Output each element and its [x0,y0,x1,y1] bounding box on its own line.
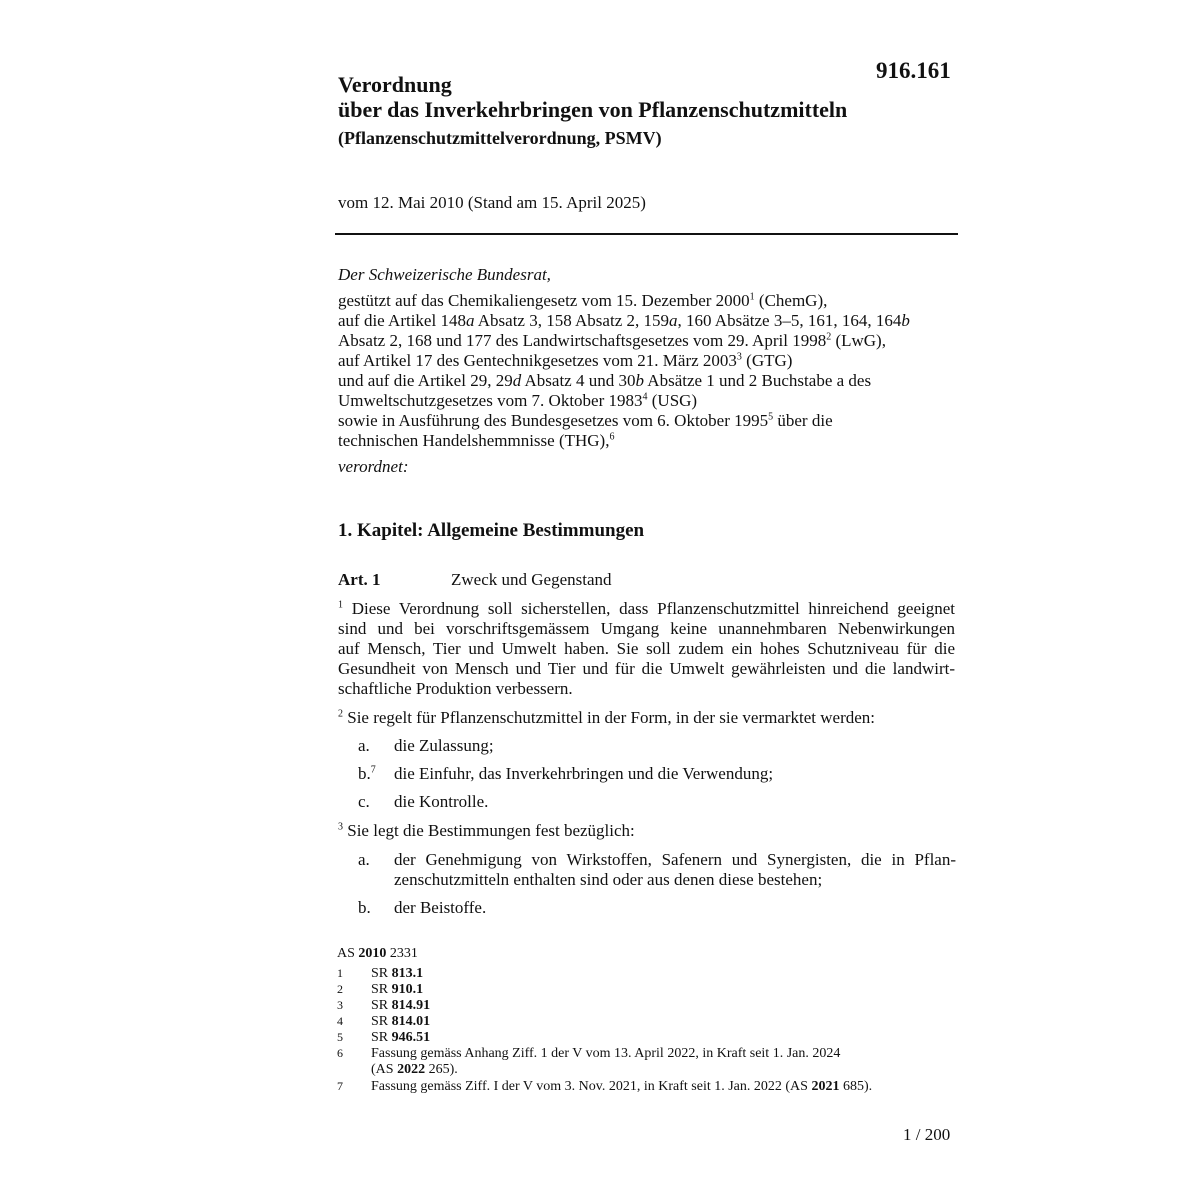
sr-number: 916.161 [876,58,951,83]
paragraph-2: $^2$ Sie regelt für Pflanzenschutzmittel in der Form, in der sie vermarktet werden: [338,708,876,727]
title-line-2: über das Inverkehrbringen von Pflanzenschutzmitteln [338,97,848,122]
footnote-number: 1 [337,966,343,980]
preamble-line: und auf die Artikel 29, 29d Absatz 4 und 30b Absätze 1 und 2 Buchstabe a des [338,371,872,390]
list-item: der Beistoffe. [394,898,487,917]
footnote-ref: 3 [736,351,742,363]
official-compilation-ref: AS 2010 2331 [337,946,418,961]
footnote-number: 2 [337,982,343,996]
chapter-title: 1. Kapitel: Allgemeine Bestimmungen [338,520,645,541]
footnote-number: 6 [337,1046,343,1060]
paragraph-number: 3 [338,821,343,833]
footnote-ref: 7 [370,764,376,776]
footnote-ref: 2 [826,331,832,343]
footnote-number: 5 [337,1030,343,1044]
preamble-line: auf die Artikel 148a Absatz 3, 158 Absatz 2, 159a, 160 Absätze 3–5, 161, 164, 164b [338,311,910,330]
list-label: b. [358,898,371,917]
footnote-text: SR 814.01 [371,1014,431,1029]
article-label: Art. 1 [338,570,381,589]
header-divider [335,233,958,235]
date-line: vom 12. Mai 2010 (Stand am 15. April 2025) [338,193,646,212]
preamble-line: auf Artikel 17 des Gentechnikgesetzes vom 21. März 2003$^3$ (GTG) [338,351,793,370]
list-label: a. [358,850,370,869]
preamble-closing: verordnet: [338,457,409,476]
article-title: Zweck und Gegenstand [451,570,612,589]
title-line-1: Verordnung [338,72,452,97]
preamble-line: Umweltschutzgesetzes vom 7. Oktober 1983$^4$ (USG) [338,391,698,410]
footnote-text: SR 910.1 [371,982,424,997]
preamble-intro: Der Schweizerische Bundesrat, [338,265,551,284]
list-item: die Zulassung; [394,736,494,755]
footnote-ref: 6 [609,431,615,443]
paragraph-3: $^3$ Sie legt die Bestimmungen fest bezüglich: [338,821,635,840]
paragraph-number: 2 [338,708,343,720]
list-item: die Einfuhr, das Inverkehrbringen und die Verwendung; [394,764,774,783]
list-label: b.$^7$ [358,764,376,783]
footnote-text: SR 813.1 [371,966,424,981]
page-number: 1 / 200 [903,1125,951,1144]
footnote-text: SR 814.91 [371,998,431,1013]
paragraph-1: $^1$ Diese Verordnung soll sicherstellen, dass Pflanzenschutzmittel hinreichend geeignet sind und bei vorschriftsgemässem Umgang keine unannehmbaren Nebenwirkungen auf Mensch, Tier und Umwelt haben. Sie soll zudem ein hohes Schutzniveau für die Gesundheit von Mensch und Tier und für die Umwelt gewährleisten und die landwirt- schaftliche Produktion verbessern. [338,599,955,698]
paragraph-number: 1 [338,599,343,611]
footnote-text: SR 946.51 [371,1030,431,1045]
list-label: a. [358,736,370,755]
subtitle: (Pflanzenschutzmittelverordnung, PSMV) [338,128,662,148]
preamble-line: technischen Handelshemmnisse (THG),$^6$ [338,431,615,450]
footnote-text: Fassung gemäss Ziff. I der V vom 3. Nov. 2021, in Kraft seit 1. Jan. 2022 (AS 2021 685). [371,1079,873,1094]
list-item: die Kontrolle. [394,792,489,811]
preamble-line: gestützt auf das Chemikaliengesetz vom 15. Dezember 2000$^1$ (ChemG), [338,291,828,310]
footnote-text: Fassung gemäss Anhang Ziff. 1 der V vom 13. April 2022, in Kraft seit 1. Jan. 2024 (AS 2022 265). [371,1046,841,1077]
preamble-line: Absatz 2, 168 und 177 des Landwirtschaftsgesetzes vom 29. April 1998$^2$ (LwG), [338,331,886,350]
footnote-number: 4 [337,1014,343,1028]
footnote-ref: 1 [749,291,755,303]
footnote-ref: 4 [642,391,648,403]
footnote-ref: 5 [768,411,774,423]
footnote-number: 3 [337,998,343,1012]
preamble-line: sowie in Ausführung des Bundesgesetzes vom 6. Oktober 1995$^5$ über die [338,411,833,430]
footnote-number: 7 [337,1079,343,1093]
list-label: c. [358,792,370,811]
list-item: der Genehmigung von Wirkstoffen, Safenern und Synergisten, die in Pflan- zenschutzmitteln enthalten sind oder aus denen diese bestehen; [394,850,956,889]
